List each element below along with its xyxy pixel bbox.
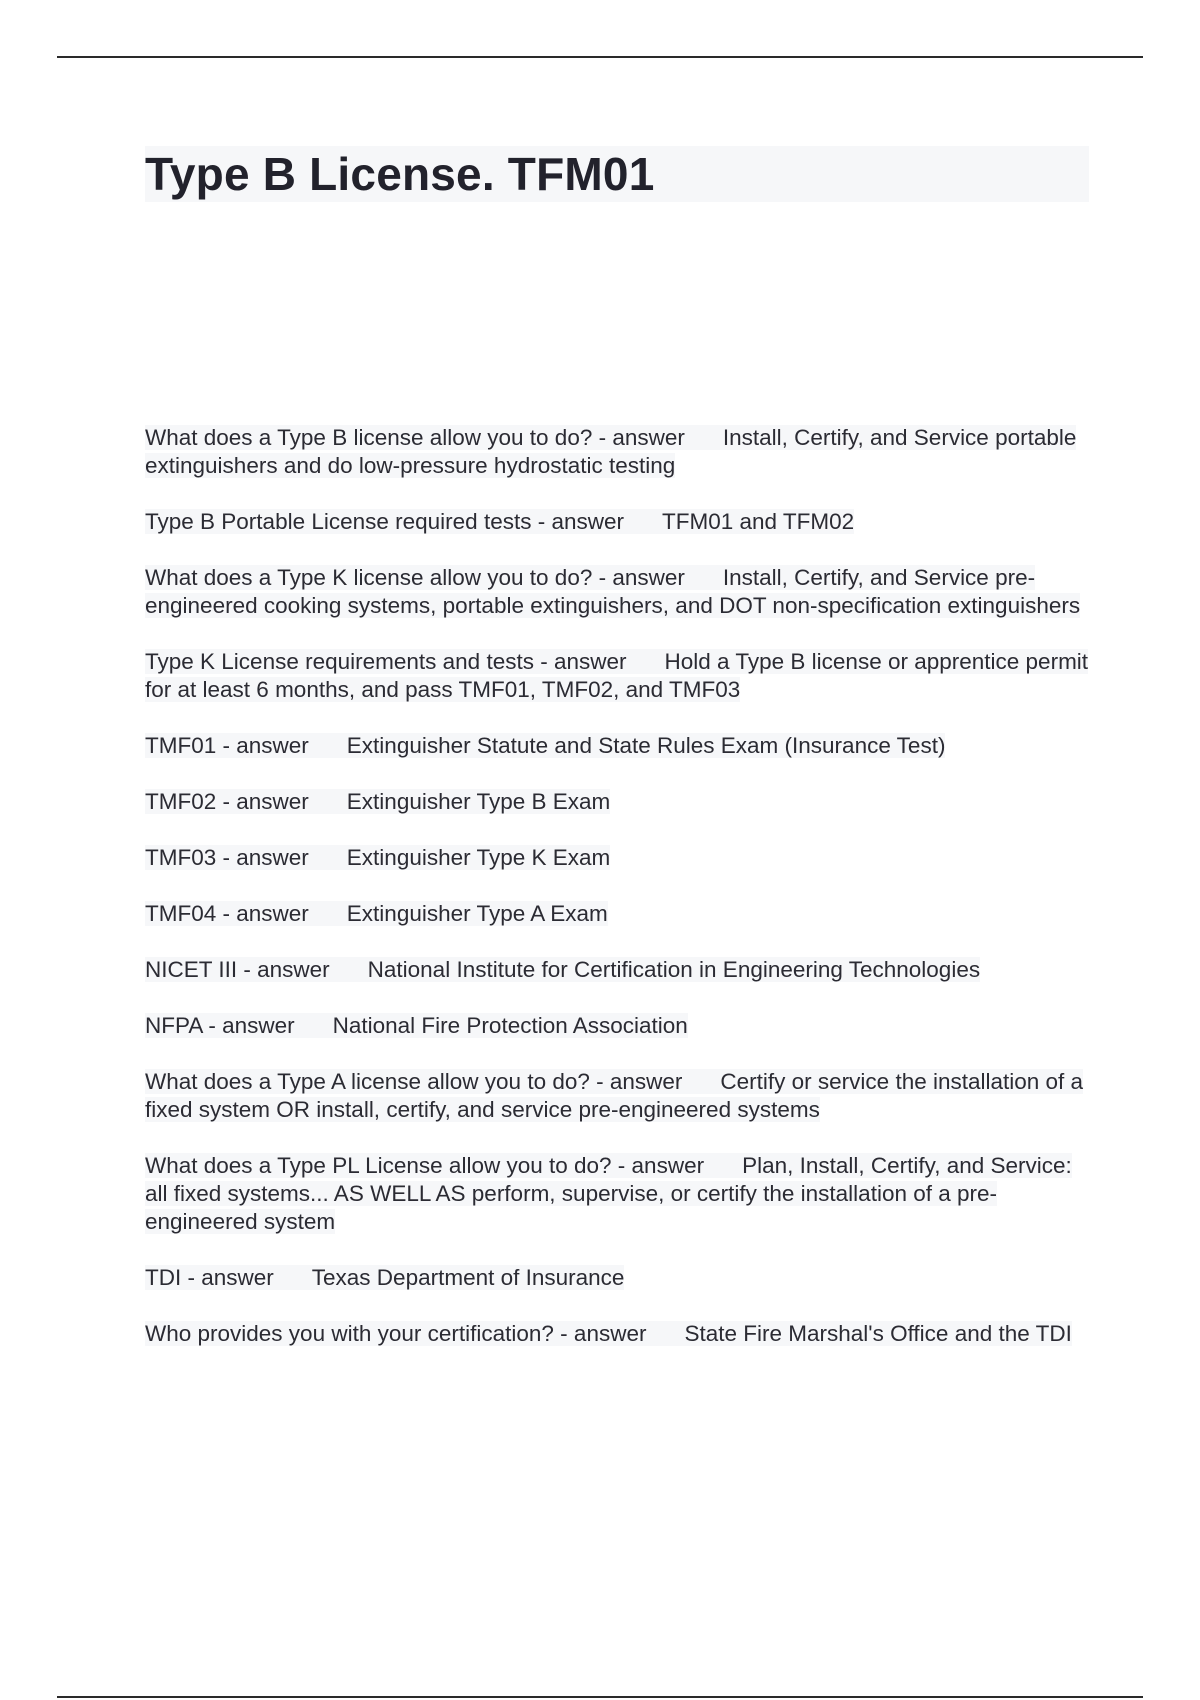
qa-text: [145, 1265, 624, 1290]
question-text: NFPA - answer: [145, 1013, 295, 1038]
top-divider: [57, 56, 1143, 58]
question-text: Who provides you with your certification? - answer: [145, 1321, 647, 1346]
qa-item: [145, 1068, 1089, 1124]
answer-text: Extinguisher Type A Exam: [346, 901, 608, 926]
qa-text: [145, 1153, 1072, 1234]
qa-item: [145, 900, 1089, 928]
answer-text: National Fire Protection Association: [332, 1013, 688, 1038]
qa-text: [145, 901, 608, 926]
qa-text: [145, 845, 610, 870]
qa-item: [145, 1152, 1089, 1236]
qa-item: [145, 956, 1089, 984]
qa-item: [145, 732, 1089, 760]
question-text: TMF01 - answer: [145, 733, 309, 758]
answer-text: National Institute for Certification in Engineering Technologies: [367, 957, 981, 982]
answer-text: Install, Certify, and Service portable extinguishers and do low-pressure hydrostatic testing: [145, 425, 1077, 478]
answer-text: Certify or service the installation of a fixed system OR install, certify, and service pre-engineered systems: [145, 1069, 1084, 1122]
question-text: TMF03 - answer: [145, 845, 309, 870]
qa-list: [145, 424, 1089, 1376]
answer-text: Hold a Type B license or apprentice permit for at least 6 months, and pass TMF01, TMF02, and TMF03: [145, 649, 1089, 702]
qa-item: [145, 788, 1089, 816]
question-text: TDI - answer: [145, 1265, 274, 1290]
qa-item: [145, 844, 1089, 872]
answer-text: Extinguisher Type K Exam: [346, 845, 611, 870]
qa-text: [145, 1321, 1072, 1346]
qa-item: [145, 508, 1089, 536]
question-text: TMF04 - answer: [145, 901, 309, 926]
question-text: NICET III - answer: [145, 957, 330, 982]
bottom-divider: [57, 1696, 1143, 1698]
qa-text: [145, 509, 854, 534]
qa-item: [145, 564, 1089, 620]
question-text: Type K License requirements and tests - answer: [145, 649, 627, 674]
qa-text: [145, 649, 1088, 702]
question-text: TMF02 - answer: [145, 789, 309, 814]
qa-text: [145, 789, 610, 814]
question-text: What does a Type A license allow you to do? - answer: [145, 1069, 683, 1094]
answer-text: Plan, Install, Certify, and Service: all fixed systems... AS WELL AS perform, supervise, or certify the installation of a pre-engineered system: [145, 1153, 1072, 1234]
question-text: What does a Type PL License allow you to do? - answer: [145, 1153, 705, 1178]
answer-text: State Fire Marshal's Office and the TDI: [684, 1321, 1072, 1346]
question-text: What does a Type B license allow you to do? - answer: [145, 425, 685, 450]
qa-item: [145, 1320, 1089, 1348]
qa-item: [145, 1264, 1089, 1292]
page-title: Type B License. TFM01: [145, 146, 1089, 202]
qa-text: [145, 1069, 1083, 1122]
answer-text: TFM01 and TFM02: [662, 509, 855, 534]
qa-text: [145, 733, 945, 758]
qa-text: [145, 565, 1080, 618]
qa-text: [145, 957, 980, 982]
qa-text: [145, 1013, 688, 1038]
qa-text: [145, 425, 1076, 478]
question-text: Type B Portable License required tests - answer: [145, 509, 624, 534]
answer-text: Extinguisher Statute and State Rules Exam (Insurance Test): [346, 733, 946, 758]
qa-item: [145, 648, 1089, 704]
qa-item: [145, 1012, 1089, 1040]
answer-text: Texas Department of Insurance: [311, 1265, 625, 1290]
answer-text: Install, Certify, and Service pre-engineered cooking systems, portable extinguishers, and DOT non-specification extinguishers: [145, 565, 1081, 618]
qa-item: [145, 424, 1089, 480]
question-text: What does a Type K license allow you to do? - answer: [145, 565, 685, 590]
answer-text: Extinguisher Type B Exam: [346, 789, 611, 814]
